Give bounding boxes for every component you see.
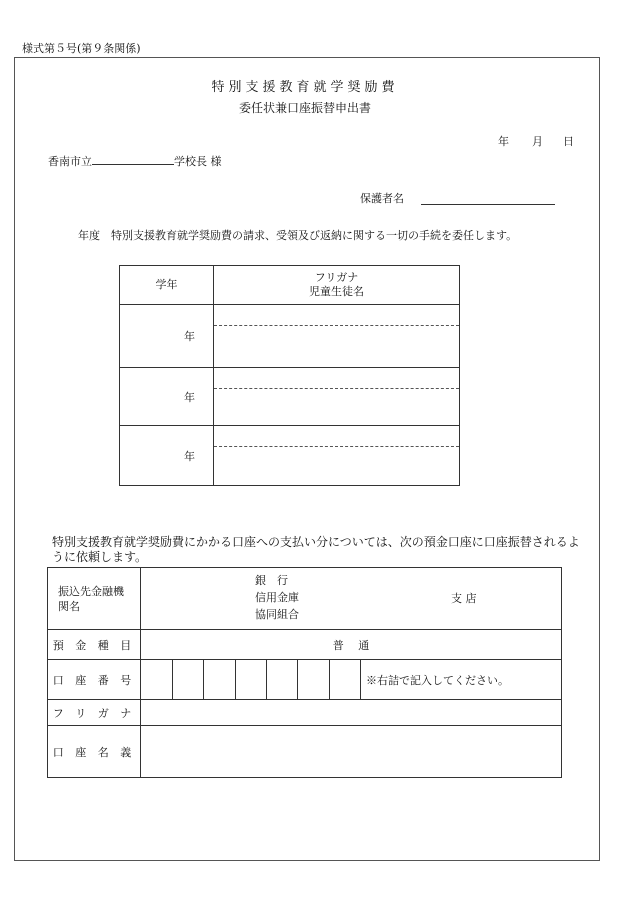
student-kana-field[interactable] — [214, 426, 459, 447]
form-title-line2: 委任状兼口座振替申出書 — [238, 101, 371, 115]
grade-cell[interactable]: 年 — [120, 368, 214, 426]
deposit-type-row — [48, 630, 562, 660]
student-name-field[interactable] — [214, 326, 459, 367]
branch-label: 支 店 — [451, 592, 477, 605]
student-row — [120, 368, 460, 426]
student-kana-field[interactable] — [214, 305, 459, 326]
deposit-type-label: 預 金 種 目 — [48, 630, 141, 660]
account-digit-cell[interactable] — [267, 660, 298, 700]
institution-label-1: 振込先金融機 — [58, 584, 124, 598]
account-number-label: 口 座 番 号 — [48, 660, 141, 700]
deposit-type-value[interactable]: 普 通 — [141, 630, 562, 660]
header-kana: フリガナ — [314, 271, 359, 284]
student-name-cell — [214, 368, 460, 426]
account-digit-cell[interactable] — [173, 660, 204, 700]
student-table — [119, 265, 460, 486]
guardian-name-field[interactable] — [421, 204, 555, 205]
institution-label-cell — [48, 568, 141, 630]
account-digit-cell[interactable] — [330, 660, 361, 700]
account-digit-cell[interactable] — [204, 660, 236, 700]
institution-type-bank[interactable]: 銀 行 — [255, 574, 288, 587]
kana-label: フ リ ガ ナ — [48, 700, 141, 726]
institution-row — [48, 568, 562, 630]
student-kana-field[interactable] — [214, 368, 459, 389]
institution-label-2: 関名 — [58, 599, 80, 613]
date-day-label[interactable]: 日 — [563, 135, 574, 148]
header-name-cell — [214, 266, 460, 305]
form-number-label: 様式第５号(第９条関係) — [22, 42, 141, 55]
student-name-cell — [214, 426, 460, 486]
account-digit-cell[interactable] — [236, 660, 267, 700]
holder-row — [48, 726, 562, 778]
account-digit-cell[interactable] — [298, 660, 330, 700]
bank-table — [47, 567, 562, 778]
account-digit-cell[interactable] — [141, 660, 173, 700]
addressee-line — [48, 152, 222, 168]
institution-value-cell[interactable] — [141, 568, 562, 630]
holder-label: 口 座 名 義 — [48, 726, 141, 778]
account-number-row — [48, 660, 562, 700]
date-year-label[interactable]: 年 — [498, 135, 509, 148]
student-row — [120, 426, 460, 486]
institution-type-shinkin[interactable]: 信用金庫 — [255, 591, 299, 604]
grade-cell[interactable]: 年 — [120, 426, 214, 486]
kana-row — [48, 700, 562, 726]
bank-intro-text: 特別支援教育就学奨励費にかかる口座への支払い分については、次の預金口座に口座振替されるように依頼します。 — [52, 535, 580, 564]
school-name-blank[interactable] — [92, 152, 174, 165]
guardian-label: 保護者名 — [360, 192, 404, 205]
delegation-text: 年度 特別支援教育就学奨励費の請求、受領及び返納に関する一切の手続を委任します。 — [78, 229, 518, 242]
holder-kana-field[interactable] — [141, 700, 562, 726]
form-title-line1: 特別支援教育就学奨励費 — [211, 80, 399, 95]
student-row — [120, 305, 460, 368]
header-grade: 学年 — [120, 266, 214, 305]
institution-type-kyodo[interactable]: 協同組合 — [255, 608, 299, 621]
student-name-cell — [214, 305, 460, 368]
header-name: 児童生徒名 — [309, 285, 364, 298]
student-name-field[interactable] — [214, 447, 459, 485]
addressee-prefix: 香南市立 — [48, 155, 92, 168]
account-note: ※右詰で記入してください。 — [361, 660, 562, 700]
date-month-label[interactable]: 月 — [532, 135, 543, 148]
holder-name-field[interactable] — [141, 726, 562, 778]
grade-cell[interactable]: 年 — [120, 305, 214, 368]
student-table-header — [120, 266, 460, 305]
student-name-field[interactable] — [214, 389, 459, 425]
addressee-suffix: 学校長 様 — [174, 155, 222, 168]
institution-types — [255, 572, 299, 623]
